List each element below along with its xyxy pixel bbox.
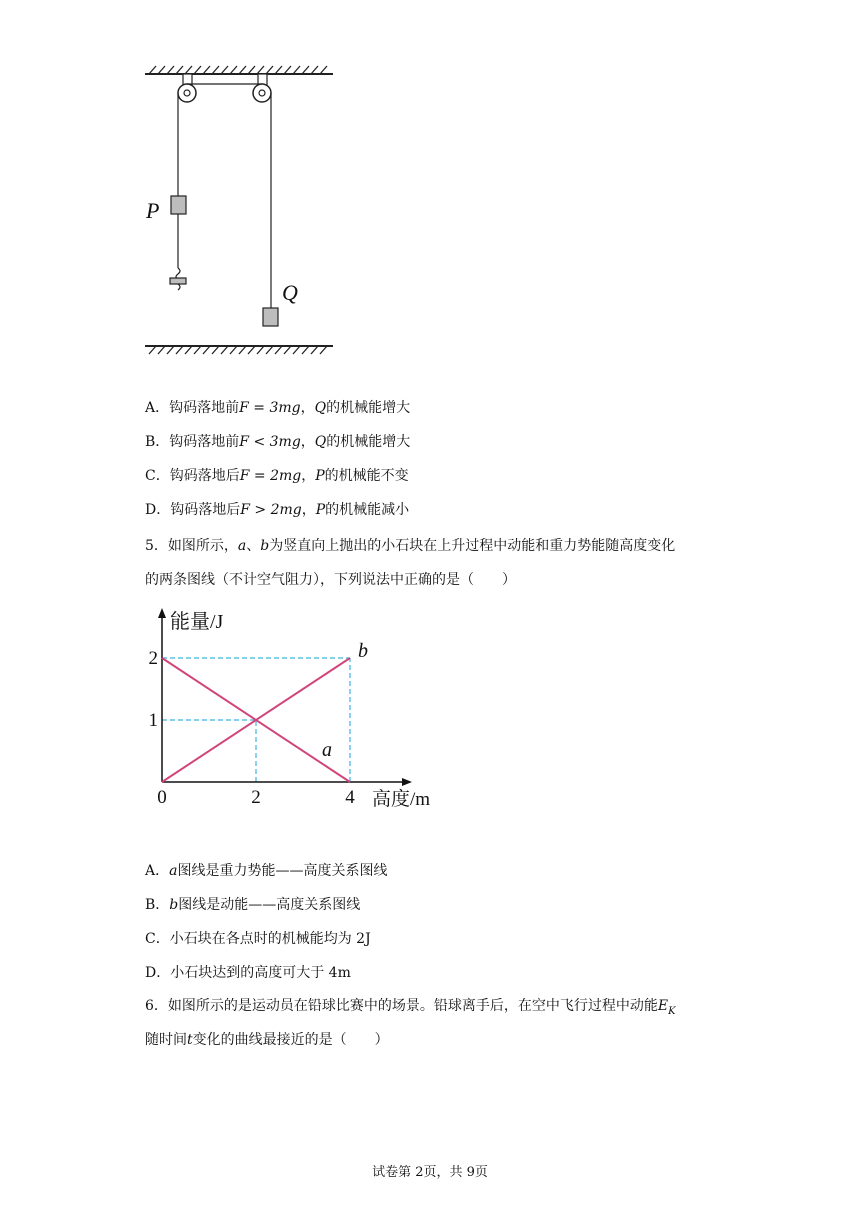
option-prefix: B． <box>145 897 170 913</box>
label-q: Q <box>282 280 298 305</box>
option-formula: F < 3mg <box>239 434 301 450</box>
q5-var-a: a <box>237 538 247 554</box>
option-formula: F = 3mg <box>239 400 301 416</box>
q6-text: 变化的曲线最接近的是（ ） <box>192 1032 389 1048</box>
option-var: a <box>169 863 178 879</box>
page-footer: 试卷第 2页，共 9页 <box>372 1165 488 1180</box>
q4-option-c <box>145 466 409 486</box>
x-axis-arrow <box>402 778 412 786</box>
option-suffix: 的机械能不变 <box>324 468 409 484</box>
q6-var-t: t <box>187 1032 193 1048</box>
hook-weight <box>170 268 186 290</box>
option-prefix: D．钩码落地后 <box>145 502 241 518</box>
x-tick-label: 2 <box>251 787 261 808</box>
option-text: 小石块在各点时的机械能均为 2J <box>169 931 371 947</box>
y-axis-arrow <box>158 608 166 618</box>
q4-option-b <box>145 432 410 452</box>
q6-ek-symbol: E <box>657 998 669 1014</box>
q6-text: 随时间 <box>145 1032 187 1048</box>
option-subject: P <box>315 502 326 518</box>
option-suffix: 的机械能增大 <box>326 434 411 450</box>
option-prefix: A． <box>145 863 170 879</box>
floor <box>145 346 333 354</box>
q5-text: 、 <box>246 538 261 554</box>
y-tick-label: 1 <box>148 710 158 731</box>
series-label-a: a <box>322 739 332 761</box>
option-subject: P <box>315 468 325 484</box>
series-label-b: b <box>358 640 368 662</box>
q5-text: 5．如图所示， <box>145 538 238 554</box>
q6-ek-subscript: K <box>668 1005 676 1017</box>
y-tick-label: 2 <box>148 648 158 669</box>
option-suffix: 的机械能减小 <box>325 502 410 518</box>
right-pulley <box>253 84 271 102</box>
ceiling <box>145 66 333 74</box>
q6-text: 6．如图所示的是运动员在铅球比赛中的场景。铅球离手后，在空中飞行过程中动能 <box>145 998 658 1014</box>
q4-option-a <box>145 398 410 418</box>
q5-option-a <box>145 861 387 881</box>
q5-text: 为竖直向上抛出的小石块在上升过程中动能和重力势能随高度变化 <box>269 538 676 554</box>
q5-var-b: b <box>260 538 270 554</box>
option-sep: ， <box>300 434 315 450</box>
q5-stem-line2: 的两条图线（不计空气阻力），下列说法中正确的是（ ） <box>145 572 516 588</box>
pulley-figure <box>140 60 340 360</box>
left-pulley <box>178 84 196 102</box>
option-text: 图线是重力势能——高度关系图线 <box>177 863 388 879</box>
option-formula: F > 2mg <box>240 502 302 518</box>
option-subject: Q <box>314 434 327 450</box>
option-sep: ， <box>300 400 315 416</box>
option-prefix: C．钩码落地后 <box>145 468 240 484</box>
option-prefix: C． <box>145 931 170 947</box>
option-sep: ， <box>301 468 316 484</box>
option-suffix: 的机械能增大 <box>326 400 411 416</box>
x-axis-label: 高度/m <box>372 789 431 810</box>
option-prefix: A．钩码落地前 <box>145 400 240 416</box>
option-var: b <box>169 897 179 913</box>
q6-stem-line2 <box>145 1024 389 1056</box>
option-text: 小石块达到的高度可大于 4m <box>170 965 351 981</box>
block-p <box>171 196 186 214</box>
chart-labels <box>149 610 431 810</box>
q5-option-b <box>145 895 360 915</box>
option-sep: ， <box>301 502 316 518</box>
q6-stem-line1 <box>145 990 676 1028</box>
option-text: 图线是动能——高度关系图线 <box>178 897 361 913</box>
x-tick-label: 0 <box>157 787 167 808</box>
block-q <box>263 308 278 326</box>
q4-option-d <box>145 500 409 520</box>
x-tick-label: 4 <box>345 787 355 808</box>
label-p: P <box>146 198 160 223</box>
energy-height-chart <box>140 600 460 815</box>
option-subject: Q <box>314 400 327 416</box>
y-axis-label: 能量/J <box>170 611 224 633</box>
option-formula: F = 2mg <box>239 468 302 484</box>
option-prefix: D． <box>145 965 171 981</box>
rope <box>178 84 271 308</box>
q5-option-c <box>145 929 371 949</box>
q5-option-d <box>145 963 351 983</box>
option-prefix: B．钩码落地前 <box>145 434 240 450</box>
q5-stem-line1 <box>145 530 675 562</box>
